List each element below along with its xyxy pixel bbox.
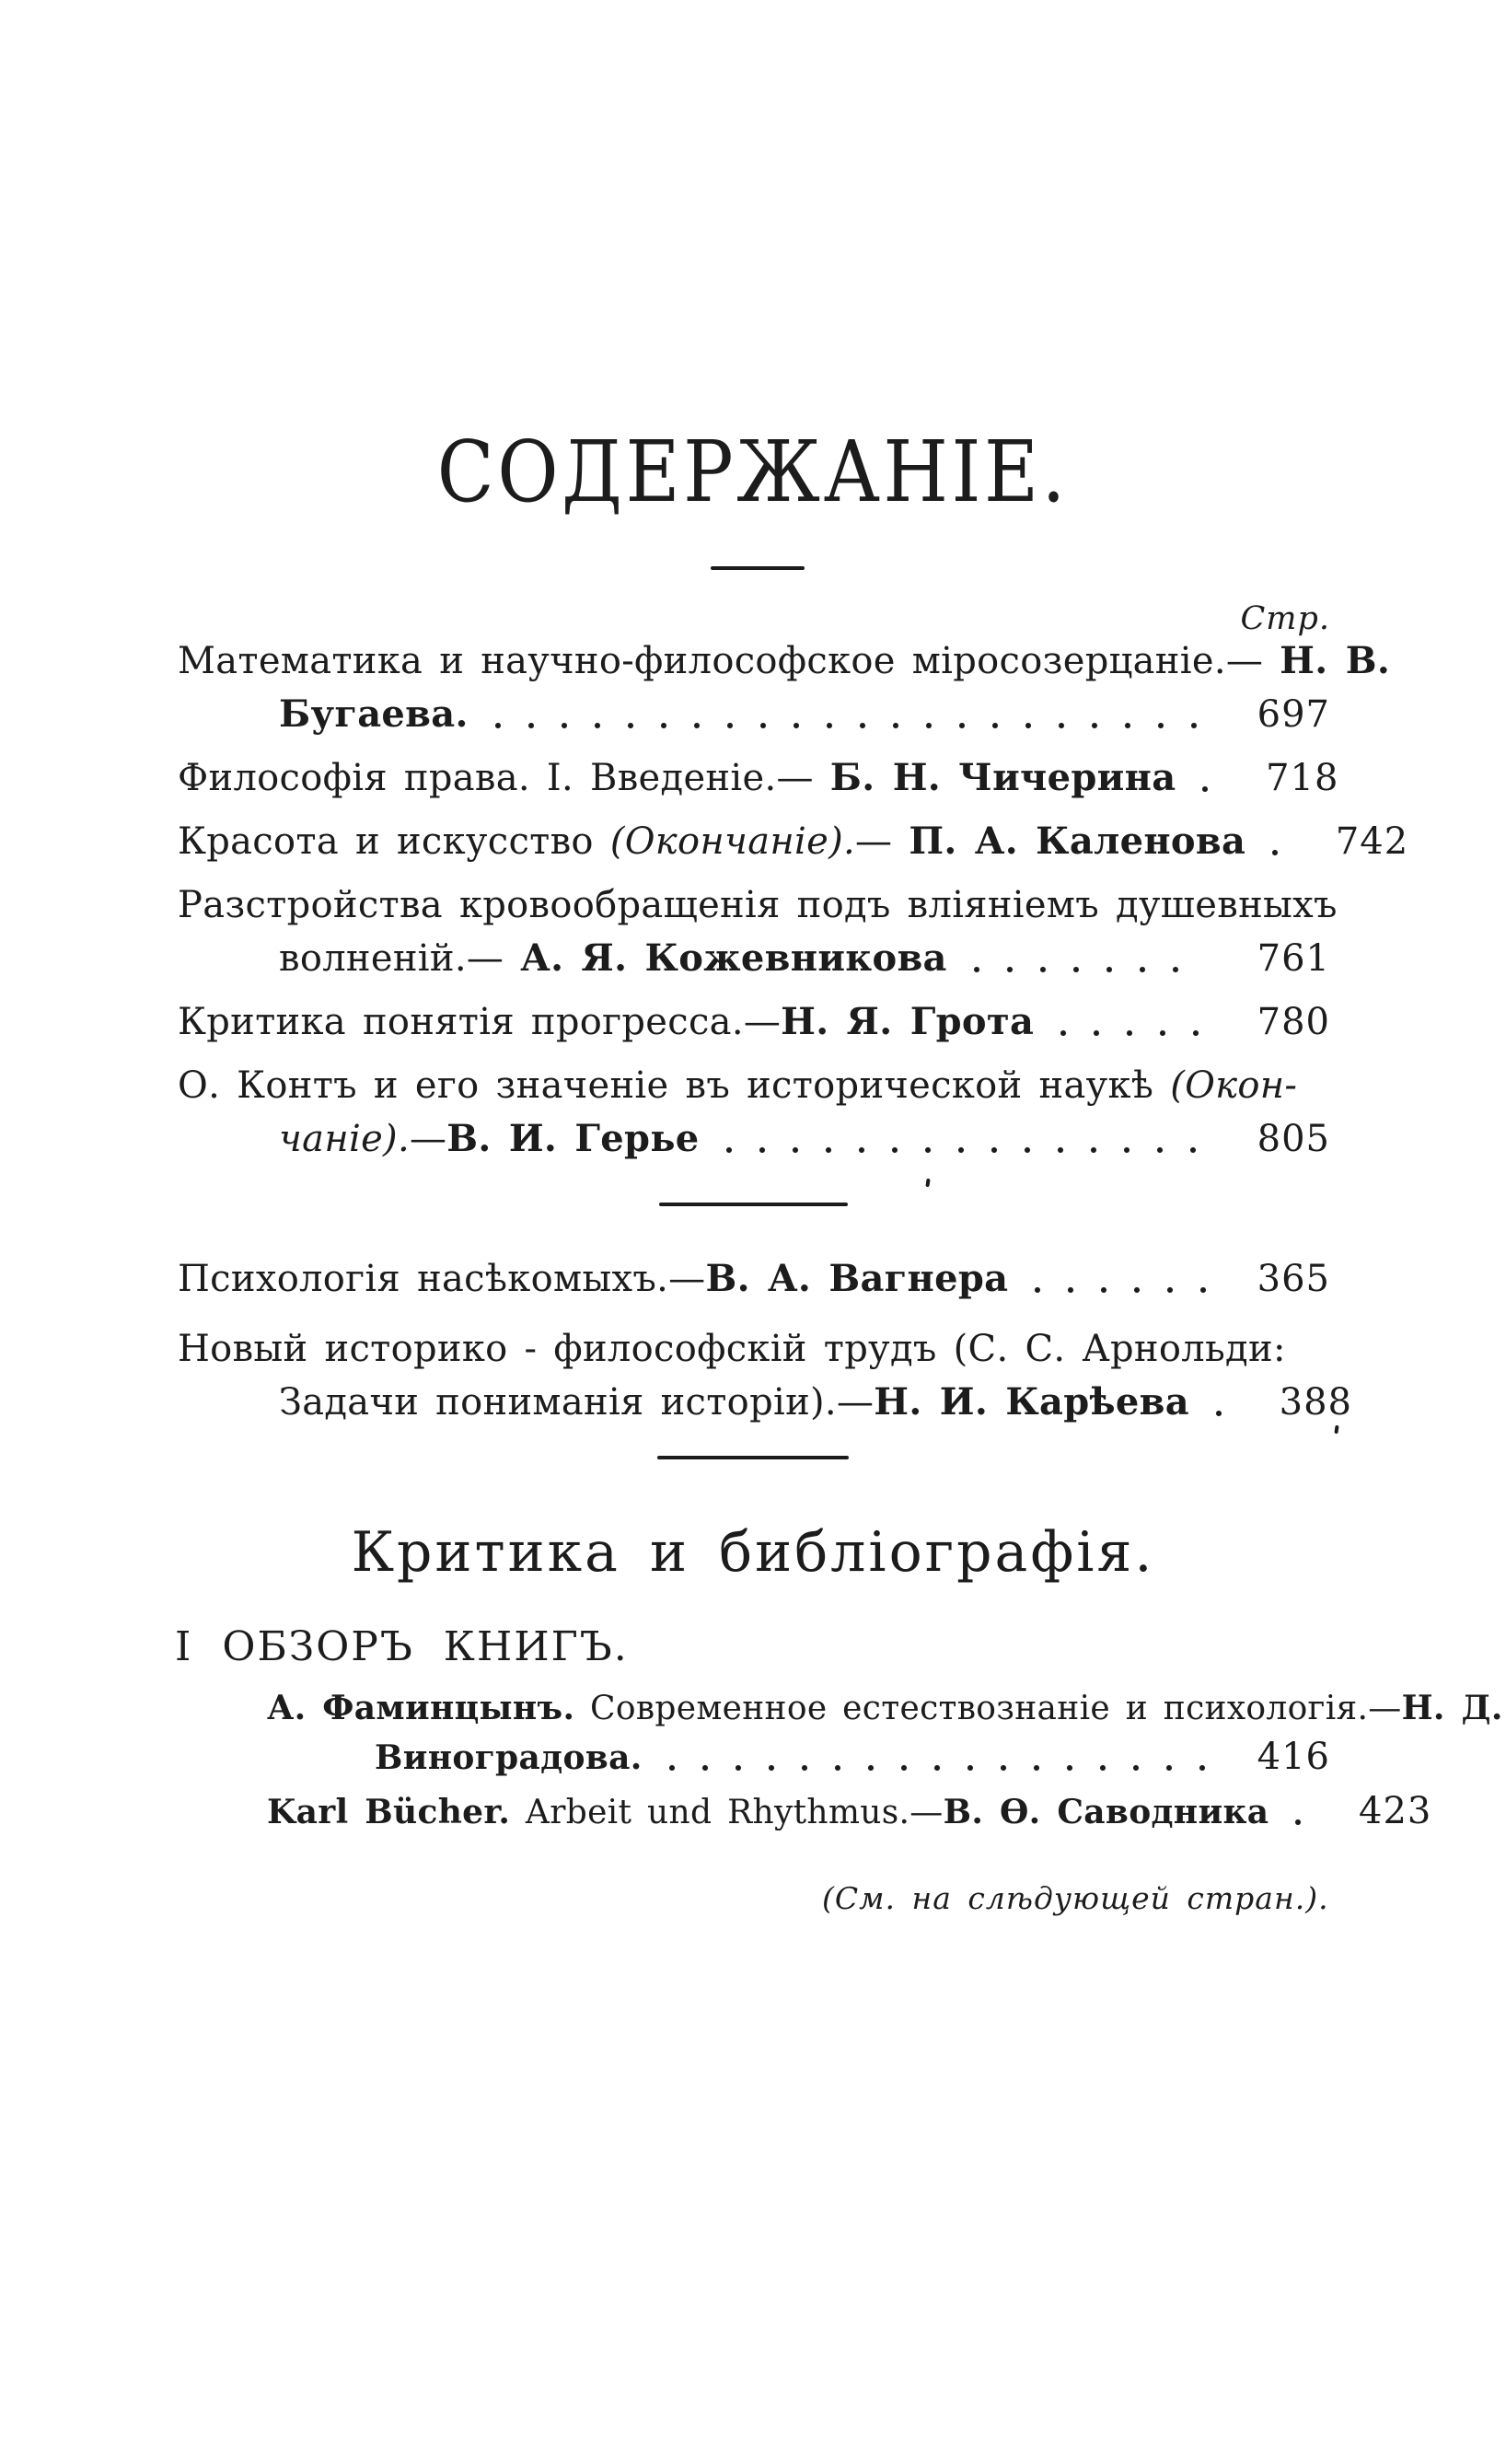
toc-text-segment: Н. В. [1280, 639, 1391, 682]
toc-entry-line [178, 935, 1330, 982]
toc-entry-text [178, 998, 1034, 1046]
section-divider-rule-2 [657, 1456, 849, 1459]
toc-text-segment: волненій.— [279, 937, 521, 980]
toc-text-segment: Задачи пониманія исторіи).— [279, 1381, 875, 1424]
toc-entry-line [178, 881, 1338, 929]
toc-text-segment: А. Фаминцынъ. [267, 1689, 575, 1727]
toc-entry-line [178, 998, 1330, 1046]
scan-speck [1334, 1425, 1338, 1434]
toc-entry-line [178, 818, 1409, 866]
toc-page-number: 742 [1335, 820, 1409, 863]
toc-entry-text [375, 1736, 643, 1781]
toc-entry-line [178, 691, 1330, 738]
toc-entry-line [178, 1789, 1432, 1835]
page-column-header: Стр. [1240, 600, 1330, 637]
page-title [0, 423, 1506, 521]
toc-entry-text [178, 1255, 1008, 1303]
dot-leader [1021, 1255, 1206, 1303]
dot-leader [712, 1115, 1206, 1163]
toc-entry-line [178, 1735, 1330, 1781]
toc-page-number: 718 [1266, 757, 1339, 799]
toc-page-number: 423 [1359, 1790, 1432, 1832]
toc-page-number: 805 [1257, 1118, 1330, 1160]
toc-entry-text [178, 884, 1338, 926]
toc-text-segment: — [409, 1118, 447, 1160]
toc-entry-line [178, 1325, 1330, 1373]
subsection-heading: I ОБЗОРЪ КНИГЪ. [175, 1623, 629, 1670]
toc-text-segment: Красота и искусство [178, 820, 610, 863]
toc-text-segment: Разстройства кровообращенія подъ вліяніемъ душевныхъ [178, 884, 1338, 926]
title-divider-rule [711, 566, 805, 570]
toc-text-segment: Karl Bücher. [267, 1793, 511, 1831]
toc-text-segment: Б. Н. Чичерина [829, 756, 1176, 799]
toc-text-segment: Математика и научно-философское міросозерцаніе.— [178, 640, 1280, 682]
toc-page-number: 388 [1279, 1381, 1352, 1424]
toc-text-segment: Современное естествознаніе и психологія.— [574, 1690, 1402, 1727]
dot-leader [960, 935, 1206, 982]
toc-text-segment: Критика понятія прогресса.— [178, 1001, 782, 1043]
toc-page-number: 697 [1257, 693, 1330, 736]
toc-text-segment: А. Я. Кожевникова [520, 936, 947, 980]
toc-text-segment: (Окон- [1170, 1064, 1298, 1107]
toc-entry-line [178, 1255, 1330, 1303]
toc-entry-text [178, 754, 1176, 802]
toc-entry-line [178, 1378, 1352, 1426]
toc-text-segment: Н. Д. [1401, 1689, 1503, 1727]
toc-page-number: 780 [1257, 1001, 1330, 1043]
toc-page-number: 761 [1257, 937, 1330, 980]
toc-text-segment: Новый историко - философскій трудъ (С. С. Арнольди: [178, 1328, 1286, 1370]
toc-text-segment: П. А. Каленова [909, 819, 1246, 863]
toc-page-number: 365 [1257, 1258, 1330, 1300]
toc-text-segment: Бугаева. [279, 692, 469, 736]
dot-leader [1202, 1378, 1228, 1426]
toc-text-segment: В. Ѳ. Саводника [943, 1793, 1269, 1831]
dot-leader [1281, 1789, 1307, 1835]
toc-entry-text [178, 640, 1390, 682]
toc-entry-text [279, 1115, 700, 1163]
toc-entry-line [178, 1686, 1503, 1731]
toc-text-segment: Философія права. I. Введеніе.— [178, 757, 830, 799]
toc-section-bibliography [178, 1686, 1503, 1835]
toc-entry-text [178, 818, 1245, 866]
toc-text-segment: Arbeit und Rhythmus.— [510, 1794, 944, 1831]
dot-leader [1188, 754, 1214, 802]
toc-text-segment: (Окончаніе). [609, 820, 855, 863]
toc-entry-text [279, 691, 469, 738]
toc-entry-text [267, 1690, 1503, 1727]
toc-text-segment: — [855, 820, 909, 863]
toc-section-second [178, 1255, 1352, 1426]
toc-section-main [178, 637, 1409, 1163]
toc-text-segment: Психологія насѣкомыхъ.— [178, 1258, 706, 1300]
page-title-text: СОДЕРЖАНІЕ. [436, 423, 1070, 521]
toc-entry-text [267, 1790, 1269, 1835]
dot-leader [1047, 998, 1206, 1046]
toc-entry-line [178, 1115, 1330, 1163]
dot-leader [1258, 818, 1284, 866]
dot-leader [481, 691, 1206, 738]
dot-leader [655, 1735, 1206, 1781]
toc-text-segment: В. А. Вагнера [705, 1257, 1009, 1300]
toc-text-segment: Н. Я. Грота [781, 1000, 1035, 1043]
section-divider-rule [659, 1203, 848, 1206]
footnote: (См. на слѣдующей стран.). [822, 1880, 1329, 1916]
toc-text-segment: Виноградова. [375, 1738, 643, 1777]
section-heading: Критика и библіографія. [351, 1520, 1155, 1585]
toc-text-segment: О. Контъ и его значеніе въ исторической наукѣ [178, 1064, 1171, 1107]
scan-speck [925, 1179, 930, 1187]
toc-entry-text [279, 935, 947, 982]
toc-entry-text [178, 1328, 1286, 1370]
toc-text-segment: В. И. Герье [446, 1117, 700, 1160]
toc-entry-line [178, 754, 1339, 802]
toc-entry-line [178, 1062, 1330, 1110]
toc-entry-text [178, 1064, 1297, 1107]
toc-entry-line [178, 637, 1391, 685]
toc-page-number: 416 [1257, 1736, 1330, 1778]
toc-entry-text [279, 1378, 1189, 1426]
toc-text-segment: Н. И. Карѣева [874, 1380, 1189, 1424]
toc-text-segment: чаніе). [279, 1118, 410, 1160]
